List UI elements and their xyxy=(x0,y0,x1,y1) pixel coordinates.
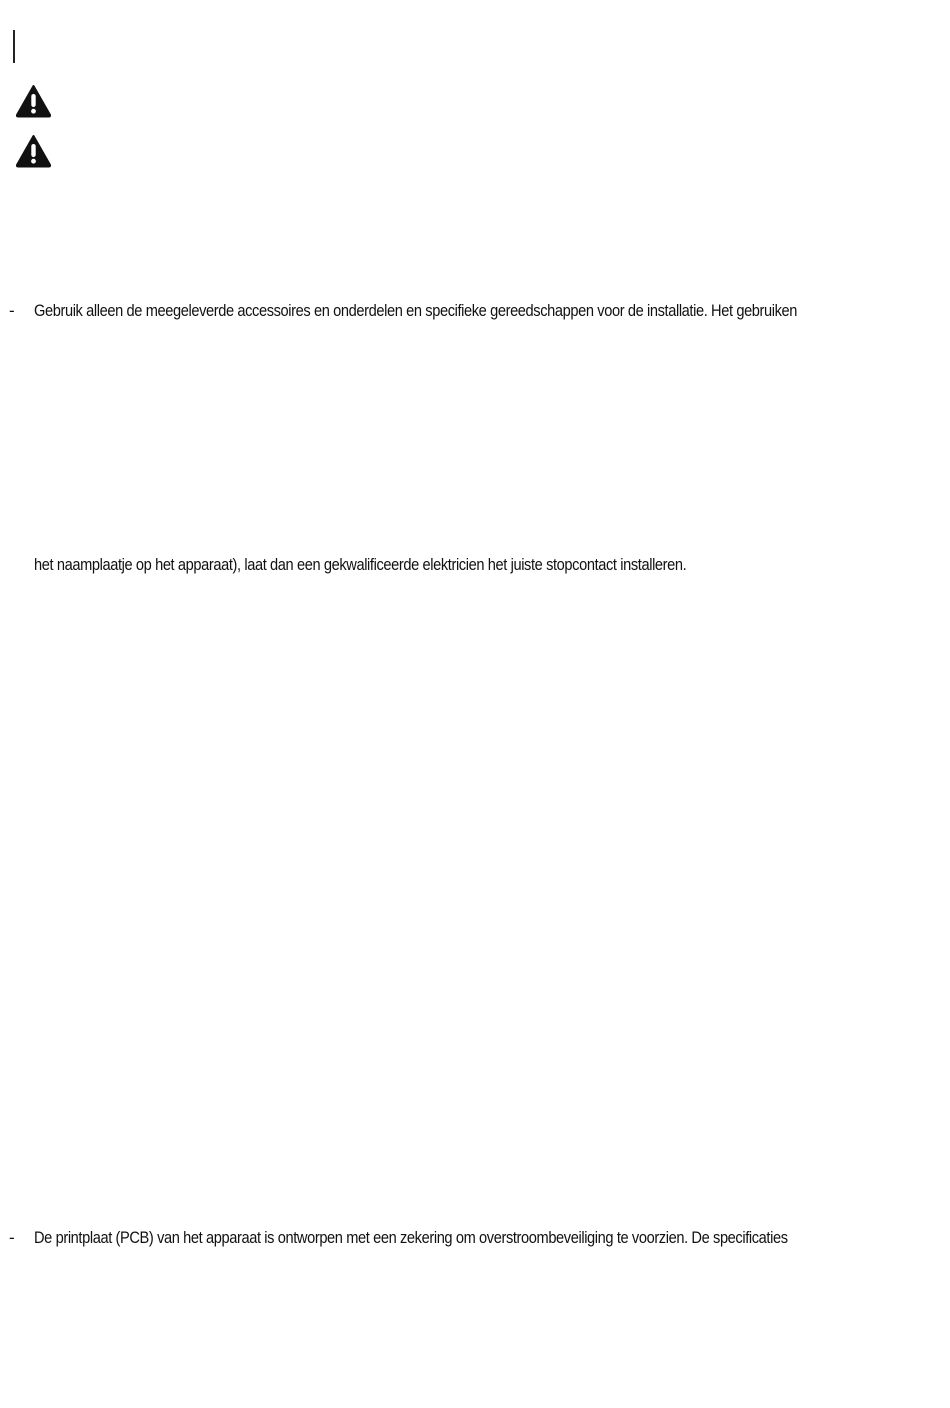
bullet-dash: - xyxy=(9,301,15,320)
text-cursor xyxy=(13,30,15,63)
paragraph-line: het naamplaatje op het apparaat), laat dan een gekwalificeerde elektricien het juiste stopcontact installeren. xyxy=(34,555,687,574)
bullet-dash: - xyxy=(9,1228,15,1247)
warning-icon xyxy=(15,134,52,168)
paragraph-line: Gebruik alleen de meegeleverde accessoires en onderdelen en specifieke gereedschappen voor de installatie. Het gebruiken xyxy=(34,301,798,320)
paragraph-line: De printplaat (PCB) van het apparaat is ontworpen met een zekering om overstroombeveiliging te voorzien. De specificaties xyxy=(34,1228,788,1247)
warning-icon xyxy=(15,84,52,118)
